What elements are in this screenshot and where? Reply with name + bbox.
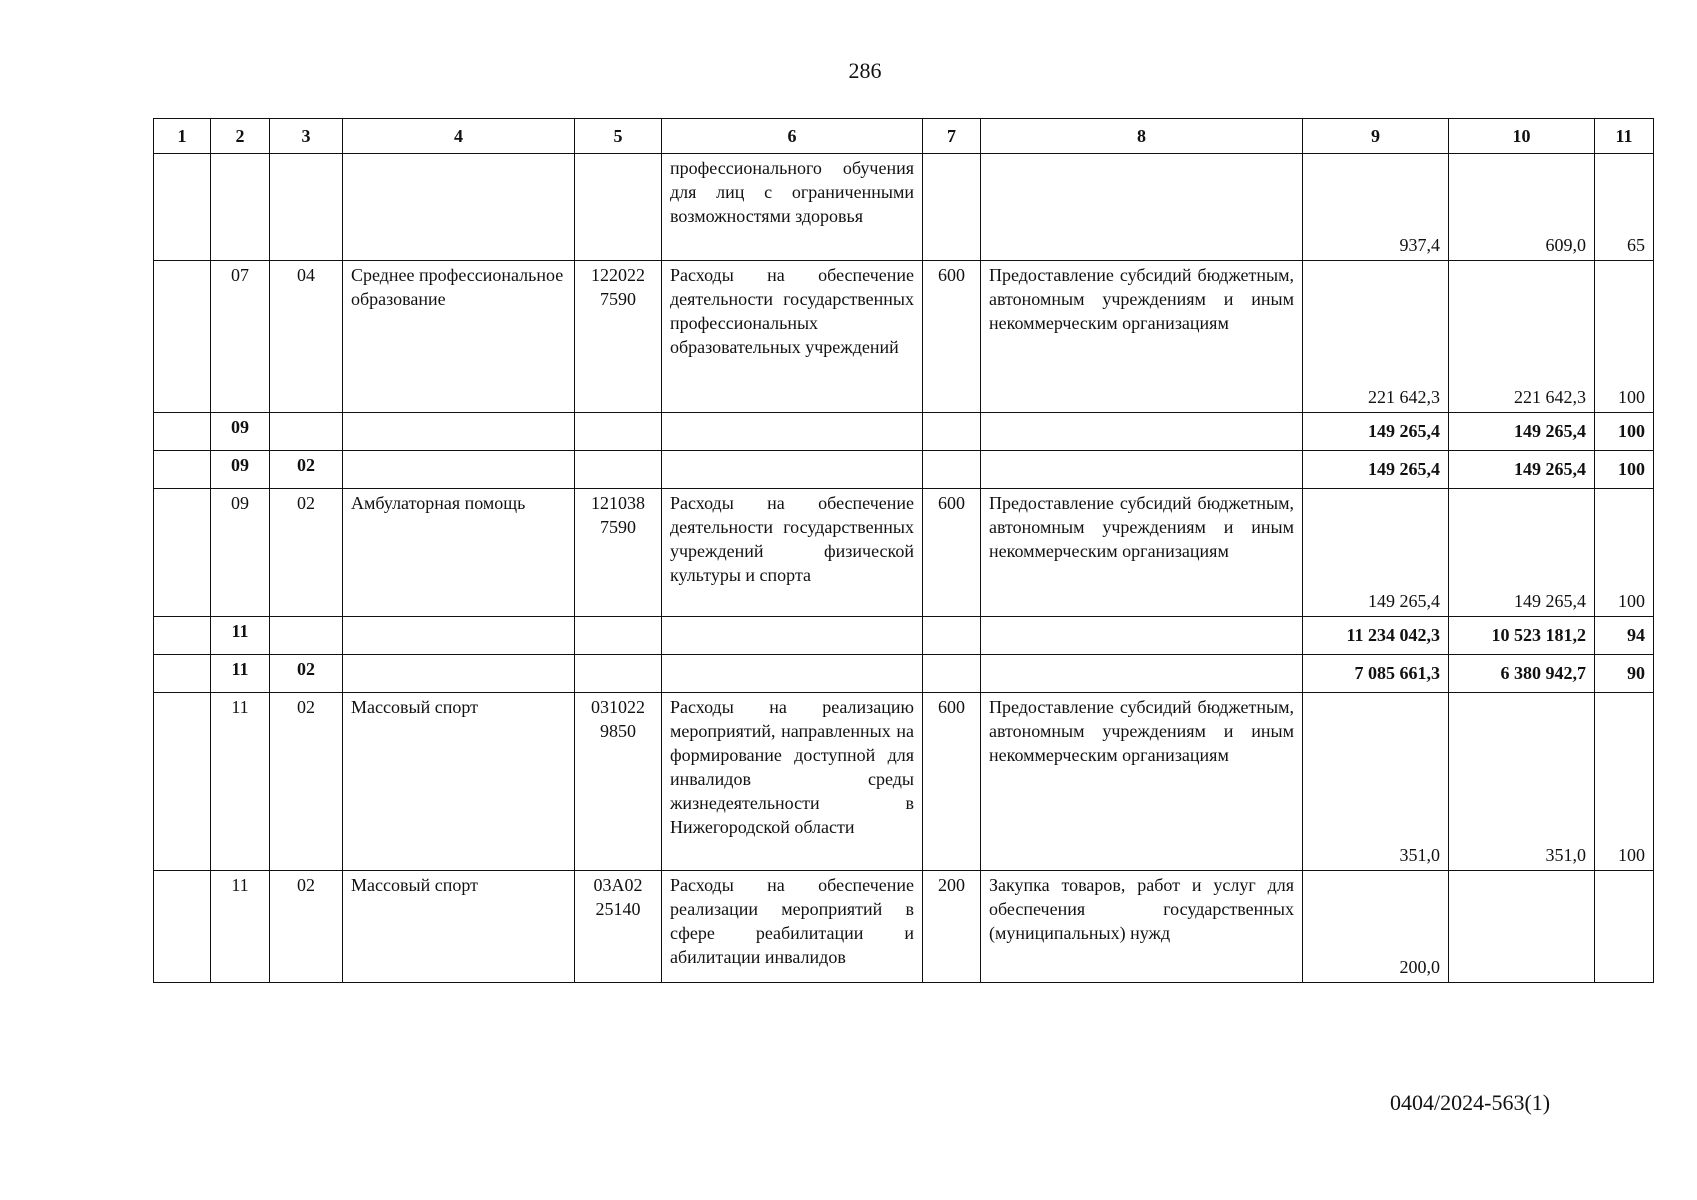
expense-type-name (981, 451, 1303, 489)
article-name: Расходы на обеспечение деятельности государственных профессиональных образовательных учреждений (662, 261, 923, 413)
expense-type-code (923, 154, 981, 261)
expense-type-name: Предоставление субсидий бюджетным, автономным учреждениям и иным некоммерческим организациям (981, 261, 1303, 413)
execution-percent: 100 (1595, 451, 1654, 489)
section-name (343, 655, 575, 693)
section-code: 11 (211, 871, 270, 983)
executed-amount: 149 265,4 (1449, 451, 1595, 489)
target-article-code (575, 154, 662, 261)
target-article-code (575, 451, 662, 489)
cell-col1 (154, 871, 211, 983)
article-name: профессионального обучения для лиц с ограниченными возможностями здоровья (662, 154, 923, 261)
subsection-code: 02 (270, 451, 343, 489)
cell-col1 (154, 261, 211, 413)
column-header: 1 (154, 119, 211, 154)
subsection-code: 02 (270, 693, 343, 871)
cell-col1 (154, 154, 211, 261)
execution-percent (1595, 871, 1654, 983)
article-name (662, 451, 923, 489)
expense-type-name (981, 617, 1303, 655)
section-name (343, 413, 575, 451)
cell-col1 (154, 693, 211, 871)
table-row (154, 261, 1654, 413)
section-code: 09 (211, 413, 270, 451)
planned-amount: 351,0 (1303, 693, 1449, 871)
executed-amount: 221 642,3 (1449, 261, 1595, 413)
section-name (343, 617, 575, 655)
target-article-code (575, 617, 662, 655)
target-article-code: 121038 7590 (575, 489, 662, 617)
column-header: 10 (1449, 119, 1595, 154)
target-article-code (575, 655, 662, 693)
section-code: 11 (211, 617, 270, 655)
section-code: 09 (211, 451, 270, 489)
cell-col1 (154, 413, 211, 451)
total-row (154, 451, 1654, 489)
expense-type-code (923, 655, 981, 693)
subsection-code (270, 617, 343, 655)
expense-type-code: 600 (923, 693, 981, 871)
executed-amount: 351,0 (1449, 693, 1595, 871)
planned-amount: 11 234 042,3 (1303, 617, 1449, 655)
executed-amount: 149 265,4 (1449, 489, 1595, 617)
cell-col1 (154, 451, 211, 489)
section-name (343, 154, 575, 261)
expense-type-code: 200 (923, 871, 981, 983)
section-name: Массовый спорт (343, 871, 575, 983)
column-header: 2 (211, 119, 270, 154)
section-code: 11 (211, 693, 270, 871)
execution-percent: 100 (1595, 261, 1654, 413)
executed-amount: 6 380 942,7 (1449, 655, 1595, 693)
table-row (154, 871, 1654, 983)
section-code (211, 154, 270, 261)
column-header: 8 (981, 119, 1303, 154)
executed-amount: 609,0 (1449, 154, 1595, 261)
document-code: 0404/2024-563(1) (1390, 1090, 1551, 1115)
column-header: 4 (343, 119, 575, 154)
execution-percent: 94 (1595, 617, 1654, 655)
expense-type-name: Предоставление субсидий бюджетным, автономным учреждениям и иным некоммерческим организациям (981, 489, 1303, 617)
expense-type-name: Предоставление субсидий бюджетным, автономным учреждениям и иным некоммерческим организациям (981, 693, 1303, 871)
subsection-code (270, 154, 343, 261)
target-article-code: 122022 7590 (575, 261, 662, 413)
planned-amount: 149 265,4 (1303, 489, 1449, 617)
planned-amount: 149 265,4 (1303, 413, 1449, 451)
subsection-code: 02 (270, 871, 343, 983)
planned-amount: 200,0 (1303, 871, 1449, 983)
section-code: 11 (211, 655, 270, 693)
article-name: Расходы на реализацию мероприятий, направленных на формирование доступной для инвалидов среды жизнедеятельности в Нижегородской области (662, 693, 923, 871)
planned-amount: 221 642,3 (1303, 261, 1449, 413)
table-row (154, 693, 1654, 871)
expense-type-code: 600 (923, 261, 981, 413)
planned-amount: 149 265,4 (1303, 451, 1449, 489)
section-name: Массовый спорт (343, 693, 575, 871)
planned-amount: 7 085 661,3 (1303, 655, 1449, 693)
page-number: 286 (848, 58, 882, 83)
subsection-code: 04 (270, 261, 343, 413)
target-article-code (575, 413, 662, 451)
execution-percent: 100 (1595, 413, 1654, 451)
executed-amount (1449, 871, 1595, 983)
executed-amount: 149 265,4 (1449, 413, 1595, 451)
expense-type-name (981, 154, 1303, 261)
table-row (154, 154, 1654, 261)
execution-percent: 65 (1595, 154, 1654, 261)
article-name (662, 413, 923, 451)
expense-type-name: Закупка товаров, работ и услуг для обеспечения государственных (муниципальных) нужд (981, 871, 1303, 983)
planned-amount: 937,4 (1303, 154, 1449, 261)
expense-type-code (923, 617, 981, 655)
section-code: 09 (211, 489, 270, 617)
expense-type-code: 600 (923, 489, 981, 617)
budget-table (153, 118, 1654, 983)
expense-type-code (923, 451, 981, 489)
article-name (662, 655, 923, 693)
expense-type-code (923, 413, 981, 451)
column-header: 3 (270, 119, 343, 154)
column-header: 5 (575, 119, 662, 154)
cell-col1 (154, 655, 211, 693)
total-row (154, 413, 1654, 451)
subsection-code: 02 (270, 655, 343, 693)
article-name: Расходы на обеспечение деятельности государственных учреждений физической культуры и спорта (662, 489, 923, 617)
total-row (154, 655, 1654, 693)
target-article-code: 031022 9850 (575, 693, 662, 871)
execution-percent: 100 (1595, 489, 1654, 617)
header-row (154, 119, 1654, 154)
section-name: Амбулаторная помощь (343, 489, 575, 617)
column-header: 6 (662, 119, 923, 154)
cell-col1 (154, 617, 211, 655)
subsection-code: 02 (270, 489, 343, 617)
table-row (154, 489, 1654, 617)
expense-type-name (981, 655, 1303, 693)
execution-percent: 100 (1595, 693, 1654, 871)
executed-amount: 10 523 181,2 (1449, 617, 1595, 655)
execution-percent: 90 (1595, 655, 1654, 693)
expense-type-name (981, 413, 1303, 451)
subsection-code (270, 413, 343, 451)
total-row (154, 617, 1654, 655)
cell-col1 (154, 489, 211, 617)
article-name: Расходы на обеспечение реализации мероприятий в сфере реабилитации и абилитации инвалидов (662, 871, 923, 983)
column-header: 7 (923, 119, 981, 154)
article-name (662, 617, 923, 655)
section-name: Среднее профессиональное образование (343, 261, 575, 413)
target-article-code: 03А02 25140 (575, 871, 662, 983)
column-header: 11 (1595, 119, 1654, 154)
section-name (343, 451, 575, 489)
section-code: 07 (211, 261, 270, 413)
column-header: 9 (1303, 119, 1449, 154)
